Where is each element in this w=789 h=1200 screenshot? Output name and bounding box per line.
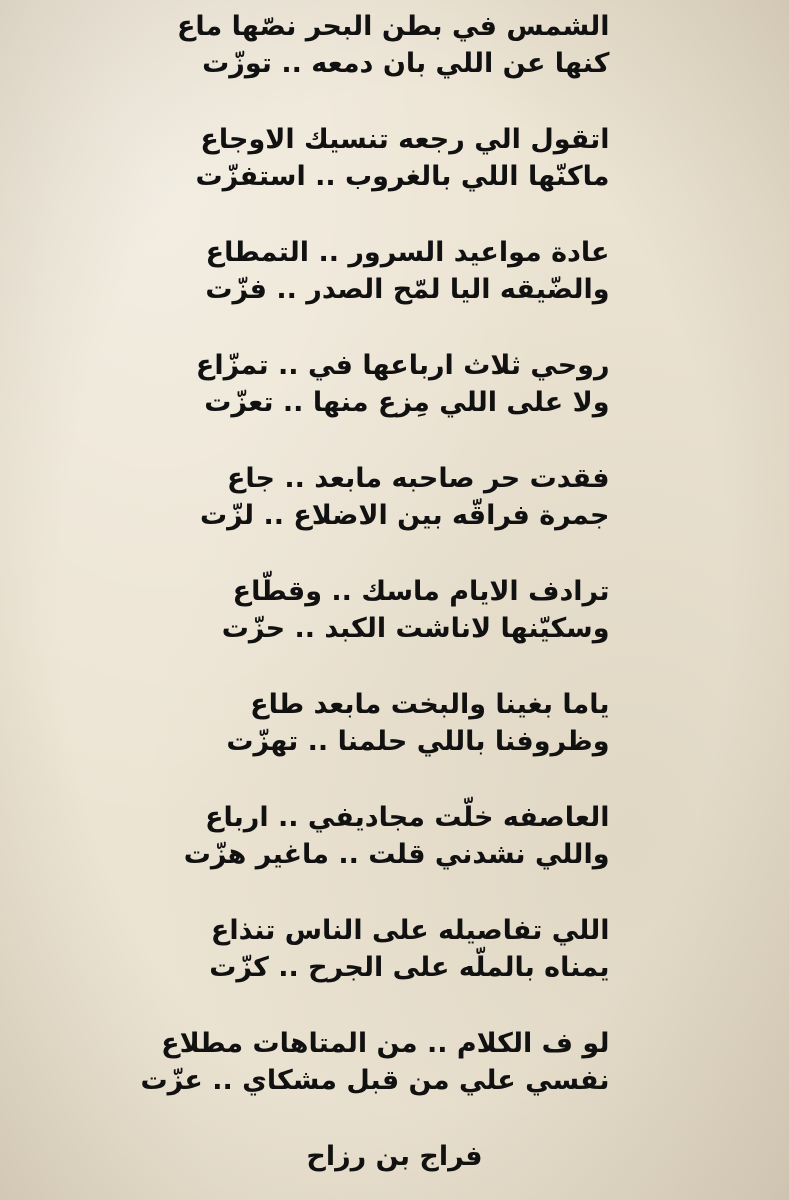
poem-line: العاصفه خلّت مجاديفي .. ارباع (205, 802, 610, 833)
stanza (180, 686, 610, 760)
poem-line: واللي نشدني قلت .. ماغير هزّت (183, 839, 610, 870)
stanza (180, 121, 610, 195)
stanza (180, 573, 610, 647)
poem-line: عادة مواعيد السرور .. التمطاع (205, 237, 610, 268)
poem-line: وسكيّنها لاناشت الكبد .. حزّت (221, 613, 610, 644)
poem-line: ولا على اللي مِزع منها .. تعزّت (204, 387, 610, 418)
poem-line: كنها عن اللي بان دمعه .. توزّت (202, 48, 610, 79)
stanza (180, 460, 610, 534)
poem-line: والضّيقه اليا لمّح الصدر .. فزّت (205, 274, 610, 305)
poem-line: نفسي علي من قبل مشكاي .. عزّت (140, 1065, 610, 1096)
poem-line: اللي تفاصيله على الناس تنذاع (210, 915, 610, 946)
stanza (180, 347, 610, 421)
poem-line: جمرة فراقّه بين الاضلاع .. لزّت (199, 500, 610, 531)
poem-body (140, 8, 610, 1099)
poem-line: لو ف الكلام .. من المتاهات مطلاع (161, 1028, 610, 1059)
poem-line: روحي ثلاث ارباعها في .. تمزّاع (195, 350, 610, 381)
poem-line: ترادف الايام ماسك .. وقطّاع (232, 576, 610, 607)
stanza (180, 234, 610, 308)
poem-line: فقدت حر صاحبه مابعد .. جاع (226, 463, 610, 494)
stanza (180, 912, 610, 986)
stanza (176, 8, 610, 82)
poem-line: اتقول الي رجعه تنسيك الاوجاع (200, 124, 610, 155)
author-signature: فراج بن رزاح (306, 1141, 483, 1172)
poem-line: ماكنّها اللي بالغروب .. استفزّت (195, 161, 610, 192)
poem-line: الشمس في بطن البحر نصّها ماع (176, 11, 610, 42)
poem-line: وظروفنا باللي حلمنا .. تهزّت (226, 726, 610, 757)
poem-line: يمناه بالملّه على الجرح .. كزّت (209, 952, 610, 983)
poem-line: ياما بغينا والبخت مابعد طاع (250, 689, 610, 720)
stanza (180, 799, 610, 873)
stanza (140, 1025, 610, 1099)
